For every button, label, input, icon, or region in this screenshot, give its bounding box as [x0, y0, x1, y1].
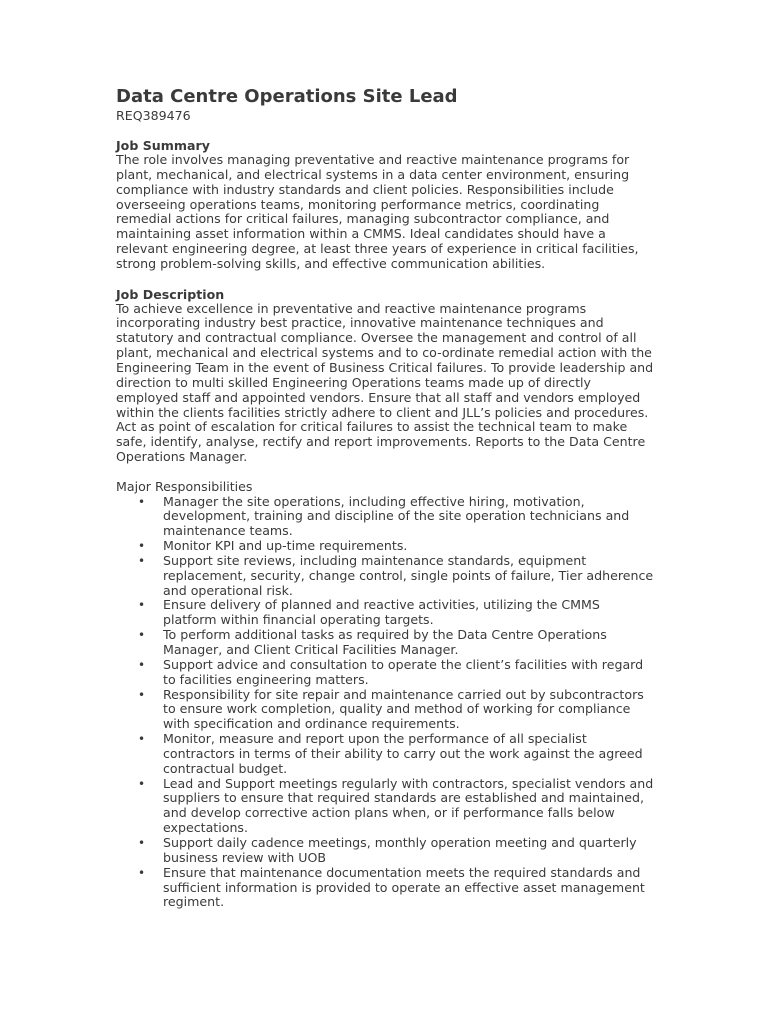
list-item [116, 688, 656, 733]
bullet-icon: • [138, 598, 146, 613]
requisition-id: REQ389476 [116, 108, 191, 123]
job-summary-text: The role involves managing preventative and reactive maintenance programs for plant, mechanical, and electrical systems in a data center environment, ensuring compliance with industry standards and client policies. Responsibilities include overseeing operations teams, monitoring performance metrics, coordinating remedial actions for critical failures, managing subcontractor compliance, and maintaining asset information within a CMMS. Ideal candidates should have a relevant engineering degree, at least three years of experience in critical facilities, strong problem-solving skills, and effective communication abilities. [116, 152, 639, 271]
responsibilities-list [116, 495, 656, 911]
list-item-text: Responsibility for site repair and maintenance carried out by subcontractors to ensure work completion, quality and method of working for compliance with specification and ordinance requirements. [163, 686, 644, 732]
list-item-text: Support advice and consultation to operate the client’s facilities with regard to facilities engineering matters. [163, 656, 644, 687]
job-summary-section [116, 138, 656, 272]
bullet-icon: • [138, 732, 146, 747]
job-description-section [116, 287, 656, 465]
list-item-text: Manager the site operations, including effective hiring, motivation, development, training and discipline of the site operation technicians and maintenance teams. [163, 493, 630, 539]
bullet-icon: • [138, 687, 146, 702]
page-title: Data Centre Operations Site Lead [116, 86, 458, 107]
bullet-icon: • [138, 865, 146, 880]
bullet-icon: • [138, 835, 146, 850]
list-item [116, 495, 656, 540]
bullet-icon: • [138, 494, 146, 509]
job-summary-heading: Job Summary [116, 138, 210, 153]
bullet-icon: • [138, 657, 146, 672]
list-item-text: Monitor KPI and up-time requirements. [163, 538, 408, 554]
bullet-icon: • [138, 776, 146, 791]
list-item [116, 628, 656, 658]
job-description-text: To achieve excellence in preventative and reactive maintenance programs incorporating industry best practice, innovative maintenance techniques and statutory and contractual compliance. Oversee the management and control of all plant, mechanical and electrical systems and to co-ordinate remedial action with the Engineering Team in the event of Business Critical failures. To provide leadership and direction to multi skilled Engineering Operations teams made up of directly employed staff and appointed vendors. Ensure that all staff and vendors employed within the clients facilities strictly adhere to client and JLL’s policies and procedures. Act as point of escalation for critical failures to assist the technical team to make safe, identify, analyse, rectify and report improvements. Reports to the Data Centre Operations Manager. [116, 300, 654, 465]
list-item-text: Support daily cadence meetings, monthly operation meeting and quarterly business review with UOB [163, 834, 637, 865]
major-responsibilities-section [116, 480, 656, 910]
list-item-text: Lead and Support meetings regularly with contractors, specialist vendors and suppliers to ensure that required standards are established and maintained, and develop corrective action plans when, or if performance falls below expectations. [163, 775, 654, 836]
list-item [116, 598, 656, 628]
list-item [116, 777, 656, 836]
job-description-heading: Job Description [116, 286, 225, 302]
list-item [116, 554, 656, 599]
document-page [116, 86, 656, 910]
major-responsibilities-heading: Major Responsibilities [116, 478, 253, 494]
list-item-text: Ensure delivery of planned and reactive activities, utilizing the CMMS platform within financial operating targets. [163, 597, 600, 628]
list-item-text: Ensure that maintenance documentation meets the required standards and sufficient information is provided to operate an effective asset management regiment. [163, 864, 645, 910]
list-item [116, 836, 656, 866]
list-item-text: Support site reviews, including maintenance standards, equipment replacement, security, change control, single points of failure, Tier adherence and operational risk. [163, 552, 654, 598]
bullet-icon: • [138, 628, 146, 643]
list-item [116, 866, 656, 911]
list-item-text: To perform additional tasks as required by the Data Centre Operations Manager, and Client Critical Facilities Manager. [163, 627, 607, 657]
bullet-icon: • [138, 539, 146, 554]
bullet-icon: • [138, 553, 146, 568]
list-item [116, 539, 656, 554]
list-item-text: Monitor, measure and report upon the performance of all specialist contractors in terms of their ability to carry out the work against the agreed contractual budget. [163, 731, 643, 776]
list-item [116, 732, 656, 777]
list-item [116, 658, 656, 688]
